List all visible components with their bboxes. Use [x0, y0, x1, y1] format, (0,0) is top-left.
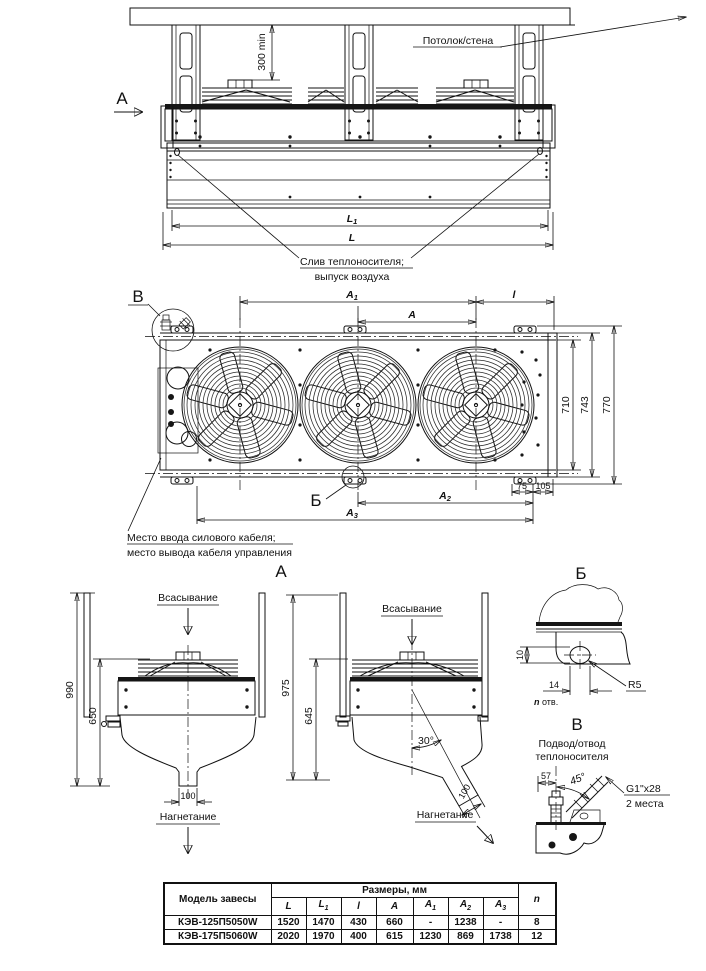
svg-text:990: 990 — [64, 681, 76, 699]
cell: 8 — [518, 916, 556, 930]
detail-v-marker — [128, 287, 194, 351]
section-a-30 — [280, 593, 493, 843]
detail-b — [515, 564, 646, 707]
svg-text:975: 975 — [280, 679, 292, 697]
cell: 1230 — [413, 930, 448, 945]
svg-text:А2: А2 — [439, 490, 451, 503]
svg-text:14: 14 — [548, 680, 560, 690]
cell: - — [413, 916, 448, 930]
svg-text:А: А — [116, 89, 128, 108]
dim-10 — [515, 647, 570, 663]
front-view — [114, 8, 686, 283]
body-screws — [198, 135, 501, 138]
cell: 400 — [341, 930, 376, 945]
dim-L1 — [172, 210, 548, 231]
dim-300min — [252, 25, 280, 80]
col-model-header: Модель завесы — [164, 883, 271, 916]
col-n-header: n — [518, 883, 556, 916]
detail-b-marker — [310, 466, 364, 510]
cable-note-line1: Место ввода силового кабеля; — [127, 532, 276, 544]
dim-710 — [557, 340, 581, 470]
fan-slats — [202, 88, 514, 104]
supply-note-line2: теплоносителя — [535, 751, 609, 763]
svg-text:100: 100 — [180, 791, 196, 801]
cell: 615 — [376, 930, 413, 945]
col-A2: $А_2$ — [448, 898, 483, 916]
dim-75-105 — [512, 479, 553, 496]
discharge-label-b: Нагнетание — [416, 809, 474, 821]
svg-text:650: 650 — [87, 707, 99, 725]
svg-text:Б: Б — [310, 491, 322, 510]
detail-b-title: Б — [575, 564, 587, 583]
cell: 1238 — [448, 916, 483, 930]
model-cell: КЭВ-125П5050W — [164, 916, 271, 930]
section-a-title: А — [275, 562, 287, 581]
svg-text:30°: 30° — [418, 735, 434, 747]
spec-table — [163, 882, 557, 945]
svg-text:А3: А3 — [346, 507, 358, 520]
cell: 430 — [341, 916, 376, 930]
col-l: l — [341, 898, 376, 916]
svg-text:l: l — [512, 289, 516, 301]
detail-v-title: В — [571, 715, 583, 734]
cell: 1470 — [306, 916, 341, 930]
col-L: L — [271, 898, 306, 916]
svg-text:45°: 45° — [568, 770, 588, 788]
cell: 12 — [518, 930, 556, 945]
drain-note-line1: Слив теплоносителя; — [299, 256, 405, 268]
plan-view — [127, 287, 622, 559]
col-A3: $А_3$ — [483, 898, 518, 916]
suction-label-a: Всасывание — [158, 592, 218, 604]
dim-14 — [543, 666, 612, 695]
ceiling-hatch — [130, 8, 570, 25]
motor-caps — [228, 80, 488, 88]
svg-text:743: 743 — [579, 396, 591, 414]
dim-L — [163, 212, 553, 250]
svg-text:710: 710 — [560, 396, 572, 414]
cell: 869 — [448, 930, 483, 945]
dim-100-a — [164, 788, 212, 806]
dim-A3 — [197, 486, 533, 524]
model-cell: КЭВ-175П5060W — [164, 930, 271, 945]
svg-text:G1"х28: G1"х28 — [626, 783, 661, 795]
ceiling-leader — [500, 17, 686, 47]
svg-text:100: 100 — [456, 782, 473, 801]
dim-l — [476, 289, 554, 330]
svg-text:2 места: 2 места — [626, 798, 664, 810]
lower-panel — [167, 143, 550, 208]
svg-text:300 min: 300 min — [256, 33, 268, 71]
cell: 1970 — [306, 930, 341, 945]
svg-text:R5: R5 — [628, 679, 642, 691]
col-dims-header: Размеры, мм — [271, 883, 518, 898]
svg-text:645: 645 — [303, 707, 315, 725]
holes-count: n отв. — [534, 697, 559, 707]
cable-note-line2: место вывода кабеля управления — [127, 547, 292, 559]
col-A: А — [376, 898, 413, 916]
svg-text:А1: А1 — [346, 289, 358, 302]
angle-45 — [557, 771, 589, 799]
svg-text:75: 75 — [516, 481, 528, 491]
svg-text:105: 105 — [535, 481, 551, 491]
svg-text:А: А — [408, 309, 416, 321]
section-a — [64, 562, 287, 853]
cell: 1520 — [271, 916, 306, 930]
dim-57 — [538, 771, 556, 792]
table-row — [164, 930, 556, 945]
thread-callout — [606, 777, 670, 810]
svg-text:57: 57 — [540, 771, 552, 781]
radius-r5 — [589, 661, 646, 691]
cell: 1738 — [483, 930, 518, 945]
cell: 2020 — [271, 930, 306, 945]
dim-A — [358, 306, 476, 322]
discharge-label-a: Нагнетание — [159, 811, 217, 823]
dim-975 — [280, 595, 338, 780]
view-arrow-a — [114, 89, 142, 112]
svg-text:770: 770 — [601, 396, 613, 414]
svg-text:10: 10 — [515, 649, 525, 661]
svg-text:В: В — [132, 287, 144, 306]
col-L1: $L_1$ — [306, 898, 341, 916]
suction-label-b: Всасывание — [382, 603, 442, 615]
svg-text:L: L — [348, 232, 356, 244]
sec-b-slats — [352, 660, 478, 676]
drain-note-line2: выпуск воздуха — [314, 271, 390, 283]
supply-note-line1: Подвод/отвод — [538, 738, 606, 750]
dim-645 — [303, 659, 348, 780]
dim-A2 — [358, 490, 533, 507]
ceiling-label: Потолок/стена — [422, 35, 494, 47]
cell: - — [483, 916, 518, 930]
dim-990 — [64, 593, 110, 786]
table-row — [164, 916, 556, 930]
col-A1: $А_1$ — [413, 898, 448, 916]
svg-text:L1: L1 — [346, 213, 358, 226]
detail-v — [535, 715, 670, 854]
cell: 660 — [376, 916, 413, 930]
